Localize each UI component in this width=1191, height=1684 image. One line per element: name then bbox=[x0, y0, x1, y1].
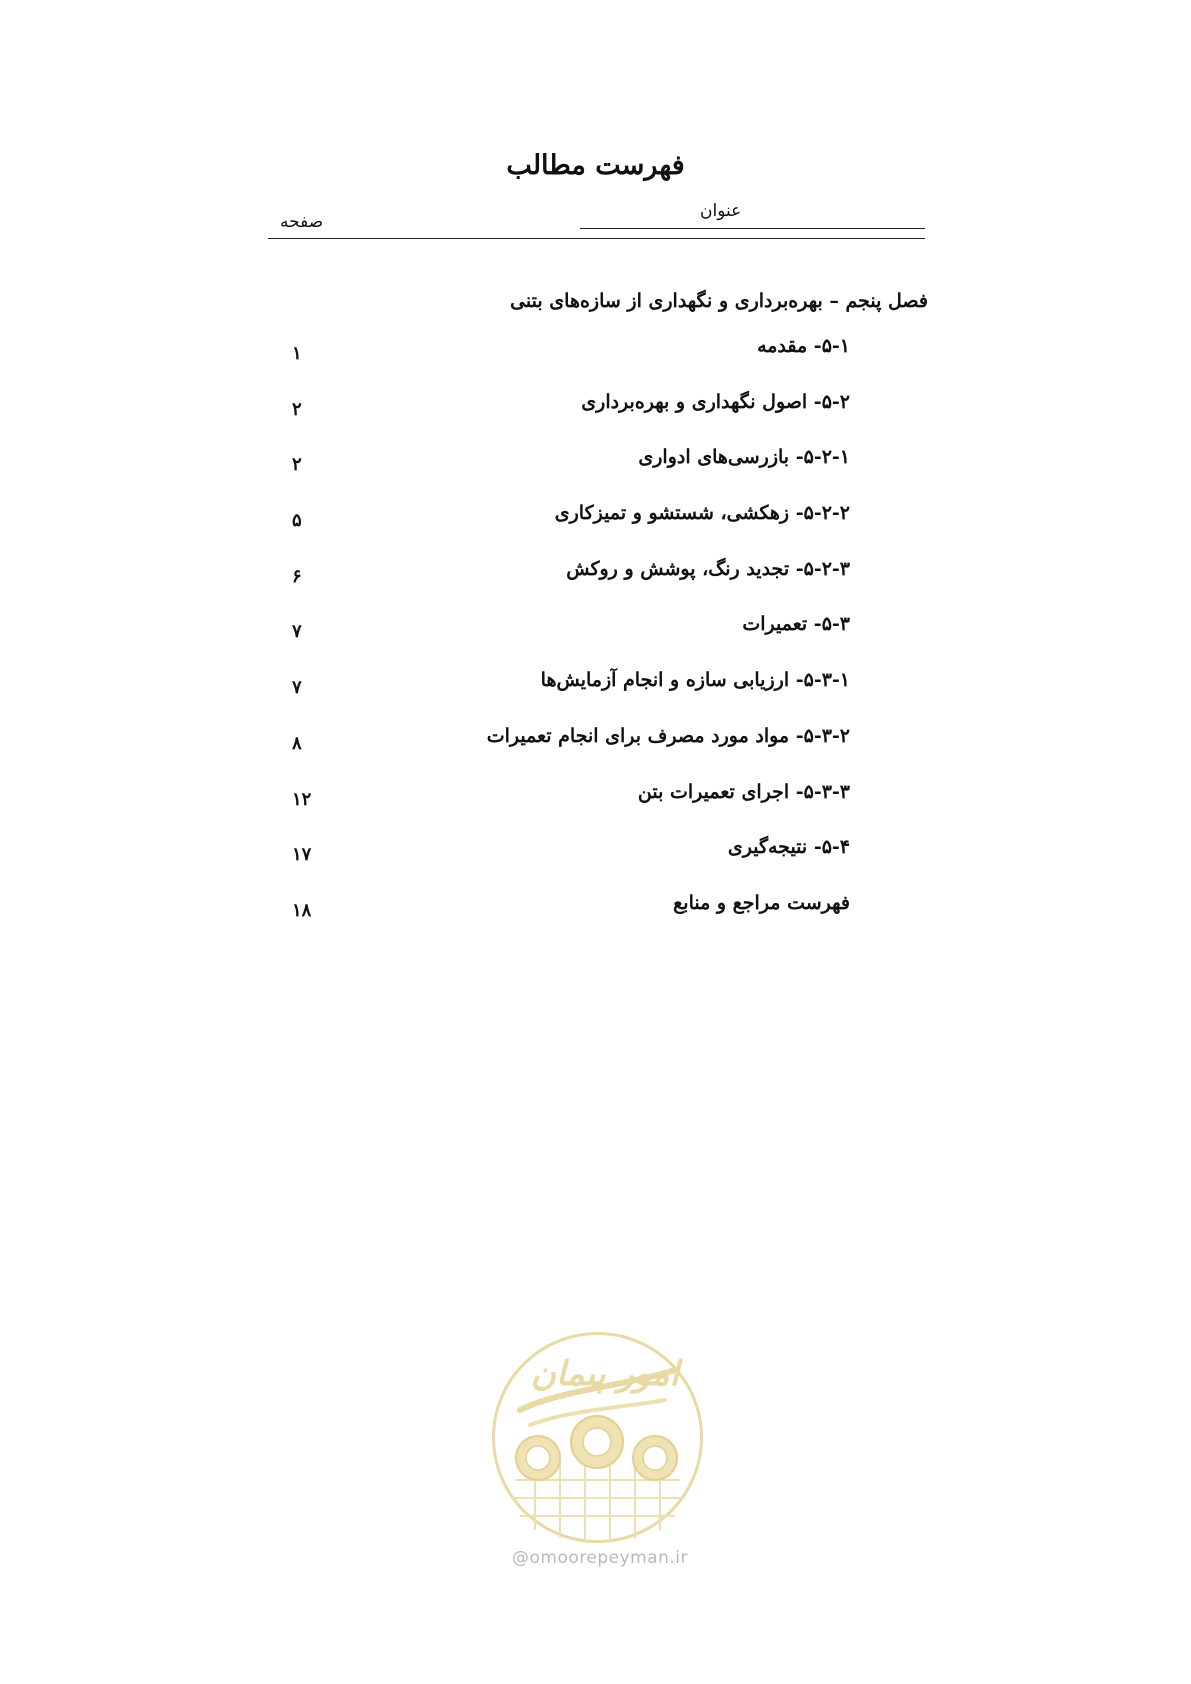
toc-entry-page: ۲ bbox=[292, 398, 302, 420]
toc-entry[interactable] bbox=[268, 613, 925, 669]
toc-entry[interactable] bbox=[268, 669, 925, 725]
toc-entry-title: ۵-۲-۲- زهکشی، شستشو و تمیزکاری bbox=[554, 502, 850, 525]
toc-entry-page: ۸ bbox=[292, 732, 302, 754]
toc-entry-page: ۱۲ bbox=[292, 788, 312, 810]
toc-entry-title: ۵-۱- مقدمه bbox=[757, 335, 850, 357]
toc-entry[interactable] bbox=[268, 558, 925, 614]
chapter-heading: فصل پنجم – بهره‌برداری و نگهداری از سازه‌های بتنی bbox=[510, 290, 928, 312]
toc-entry-page: ۱۷ bbox=[292, 844, 312, 866]
toc-entry-page: ۷ bbox=[292, 677, 302, 699]
header-rule-upper bbox=[580, 228, 925, 229]
toc-entry[interactable] bbox=[268, 836, 925, 892]
toc-entry-page: ۶ bbox=[292, 565, 302, 587]
header-rule-lower bbox=[268, 238, 925, 239]
toc-entry[interactable] bbox=[268, 446, 925, 502]
watermark-seal-logo bbox=[490, 1330, 705, 1545]
watermark-caption: @omoorepeyman.ir bbox=[511, 1548, 689, 1568]
toc-entry[interactable] bbox=[268, 781, 925, 837]
toc-entry[interactable] bbox=[268, 335, 925, 391]
toc-entry-title: ۵-۳-۱- ارزیابی سازه و انجام آزمایش‌ها bbox=[540, 669, 850, 692]
toc-entry-title: ۵-۳-۲- مواد مورد مصرف برای انجام تعمیرات bbox=[486, 724, 850, 747]
toc-entry-page: ۱۸ bbox=[292, 899, 312, 921]
watermark-logo-text: امور پیمان bbox=[530, 1354, 680, 1394]
toc-list bbox=[268, 335, 925, 948]
toc-entry[interactable] bbox=[268, 502, 925, 558]
toc-entry-title: ۵-۲- اصول نگهداری و بهره‌برداری bbox=[581, 390, 850, 413]
toc-entry-title: ۵-۲-۳- تجدید رنگ، پوشش و روکش bbox=[566, 557, 850, 580]
toc-entry-title: ۵-۳- تعمیرات bbox=[742, 613, 850, 636]
toc-entry-title: فهرست مراجع و منابع bbox=[673, 891, 850, 914]
toc-entry[interactable] bbox=[268, 725, 925, 781]
toc-entry[interactable] bbox=[268, 391, 925, 447]
page-title: فهرست مطالب bbox=[506, 150, 685, 181]
toc-entry[interactable] bbox=[268, 892, 925, 948]
toc-entry-title: ۵-۴- نتیجه‌گیری bbox=[727, 836, 850, 859]
column-header-page: صفحه bbox=[280, 212, 324, 232]
toc-entry-page: ۵ bbox=[292, 510, 302, 532]
toc-entry-page: ۷ bbox=[292, 621, 302, 643]
column-header-title: عنوان bbox=[700, 201, 742, 221]
toc-entry-title: ۵-۳-۳- اجرای تعمیرات بتن bbox=[637, 780, 850, 803]
toc-entry-title: ۵-۲-۱- بازرسی‌های ادواری bbox=[638, 446, 850, 469]
toc-entry-page: ۲ bbox=[292, 454, 302, 476]
toc-entry-page: ۱ bbox=[292, 343, 302, 364]
